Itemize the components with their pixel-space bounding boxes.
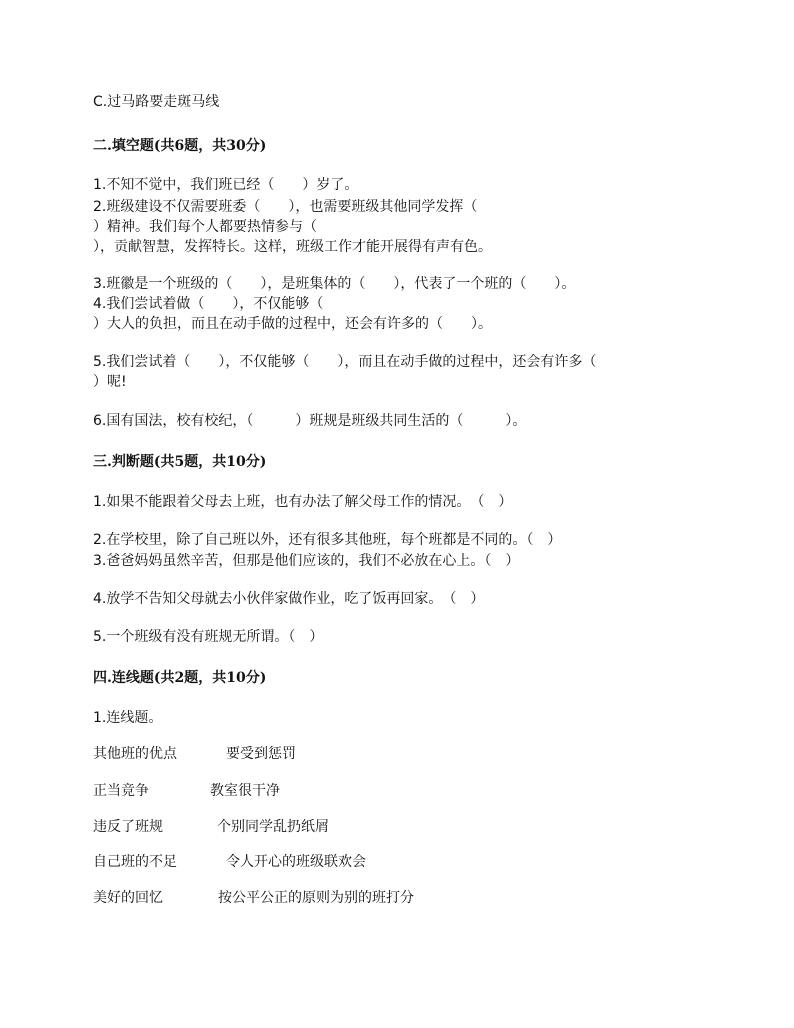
true-false-q2: 2.在学校里，除了自己班以外，还有很多其他班，每个班都是不同的。（ ） bbox=[93, 532, 562, 548]
fill-blank-q5-line1: 5.我们尝试着（ ），不仅能够（ ），而且在动手做的过程中，还会有许多（ bbox=[93, 354, 597, 370]
fill-blank-q4-line2: ）大人的负担，而且在动手做的过程中，还会有许多的（ ）。 bbox=[93, 316, 492, 332]
matching-right-item: 教室很干净 bbox=[210, 783, 280, 799]
true-false-q4: 4.放学不告知父母就去小伙伴家做作业，吃了饭再回家。 （ ） bbox=[93, 591, 485, 607]
fill-blank-q5-line2: ）呢! bbox=[93, 374, 127, 390]
true-false-q1: 1.如果不能跟着父母去上班，也有办法了解父母工作的情况。 （ ） bbox=[93, 494, 513, 510]
fill-blank-q4-line1: 4.我们尝试着做（ ），不仅能够（ bbox=[93, 296, 324, 312]
true-false-q3: 3.爸爸妈妈虽然辛苦，但那是他们应该的，我们不必放在心上。（ ） bbox=[93, 553, 520, 569]
fill-blank-q2-line3: ），贡献智慧，发挥特长。这样，班级工作才能开展得有声有色。 bbox=[93, 239, 492, 255]
matching-left-item: 违反了班规 bbox=[93, 819, 163, 835]
fill-blank-q6: 6.国有国法，校有校纪，（ ）班规是班级共同生活的（ ）。 bbox=[93, 413, 527, 429]
matching-right-item: 令人开心的班级联欢会 bbox=[226, 854, 366, 870]
matching-left-item: 正当竞争 bbox=[93, 783, 149, 799]
fill-blank-q2-line2: ）精神。我们每个人都要热情参与（ bbox=[93, 219, 317, 235]
true-false-q5: 5.一个班级有没有班规无所谓。（ ） bbox=[93, 629, 324, 645]
fill-blank-q3: 3.班徽是一个班级的（ ），是班集体的（ ），代表了一个班的（ ）。 bbox=[93, 276, 576, 292]
matching-right-item: 要受到惩罚 bbox=[226, 746, 296, 762]
section-heading-true-false: 三.判断题(共5题，共10分) bbox=[93, 454, 267, 470]
fill-blank-q1: 1.不知不觉中，我们班已经（ ）岁了。 bbox=[93, 177, 359, 193]
matching-right-item: 个别同学乱扔纸屑 bbox=[217, 819, 329, 835]
matching-left-item: 其他班的优点 bbox=[93, 746, 177, 762]
matching-q1: 1.连线题。 bbox=[93, 710, 163, 726]
fill-blank-q2-line1: 2.班级建设不仅需要班委（ ），也需要班级其他同学发挥（ bbox=[93, 199, 478, 215]
choice-option-c: C.过马路要走斑马线 bbox=[93, 94, 220, 110]
matching-right-item: 按公平公正的原则为别的班打分 bbox=[218, 890, 414, 906]
section-heading-fill-blank: 二.填空题(共6题，共30分) bbox=[93, 138, 267, 154]
section-heading-matching: 四.连线题(共2题，共10分) bbox=[93, 670, 267, 686]
matching-left-item: 美好的回忆 bbox=[93, 890, 163, 906]
matching-left-item: 自己班的不足 bbox=[93, 854, 177, 870]
